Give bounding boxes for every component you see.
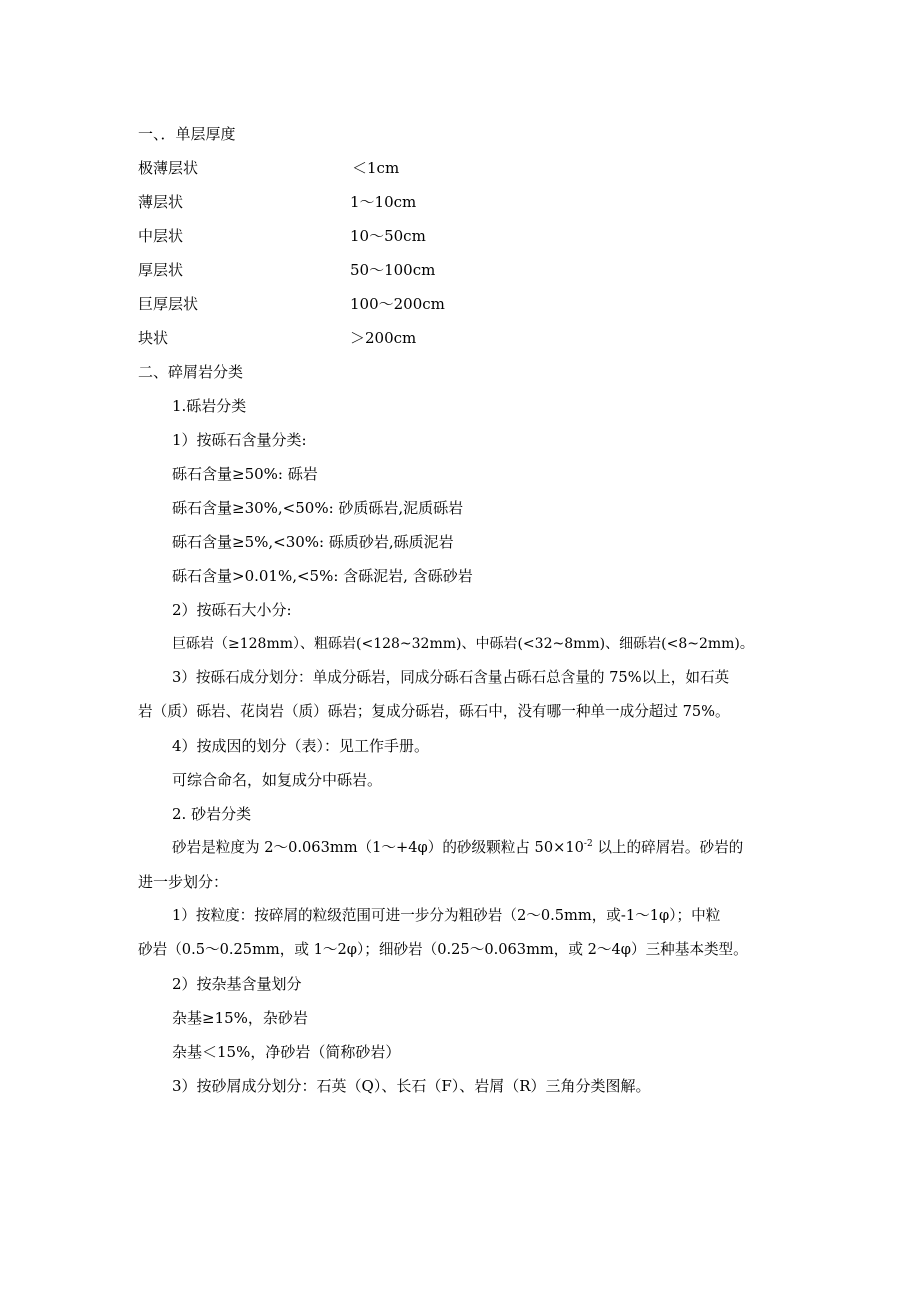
criterion-text: 巨砾岩（≥128mm）、粗砾岩(<128~32mm)、中砾岩(<32~8mm)、细砾岩(<8~2mm)。 — [172, 636, 754, 652]
paragraph-line: 岩（质）砾岩、花岗岩（质）砾岩；复成分砾岩，砾石中，没有哪一种单一成分超过 75%。 — [138, 703, 730, 720]
thickness-value: 50～100cm — [350, 261, 436, 279]
thickness-value: ＜1cm — [352, 159, 400, 177]
criterion-text: 可综合命名，如复成分中砾岩。 — [172, 771, 383, 789]
paragraph-line: 3）按砾石成分划分：单成分砾岩，同成分砾石含量占砾石总含量的 75%以上，如石英 — [172, 669, 730, 686]
subsection-title-sandstone: 2. 砂岩分类 — [172, 805, 252, 823]
paragraph-line: 砂岩（0.5～0.25mm，或 1～2φ）；细砂岩（0.25～0.063mm，或 2～4φ）三种基本类型。 — [138, 941, 748, 958]
thickness-label: 薄层状 — [138, 193, 184, 211]
definition-text: 砂岩是粒度为 2～0.063mm（1～+4φ）的砂级颗粒占 50×10 — [172, 839, 584, 856]
criterion-text: 4）按成因的划分（表）：见工作手册。 — [172, 737, 430, 755]
criterion-item: 杂基＜15%，净砂岩（简称砂岩） — [172, 1043, 401, 1061]
section-heading-clastic: 二、碎屑岩分类 — [138, 363, 244, 381]
thickness-label: 极薄层状 — [138, 159, 199, 177]
definition-text: 以上的碎屑岩。砂岩的 — [592, 839, 744, 856]
criterion-item: 砾石含量≥5%,<30%: 砾质砂岩,砾质泥岩 — [172, 533, 454, 551]
thickness-label: 巨厚层状 — [138, 295, 199, 313]
definition-exponent: -2 — [583, 839, 593, 850]
criterion-title: 2）按杂基含量划分 — [172, 975, 302, 993]
thickness-value: 1～10cm — [350, 193, 417, 211]
criterion-item: 砾石含量≥30%,<50%: 砂质砾岩,泥质砾岩 — [172, 499, 464, 517]
thickness-label: 块状 — [138, 329, 169, 347]
criterion-item: 杂基≥15%，杂砂岩 — [172, 1009, 308, 1027]
thickness-value: 10～50cm — [350, 227, 426, 245]
criterion-item: 砾石含量>0.01%,<5%: 含砾泥岩, 含砾砂岩 — [172, 567, 473, 585]
section-heading-thickness: 一、．单层厚度 — [138, 125, 236, 143]
paragraph-line: 1）按粒度：按碎屑的粒级范围可进一步分为粗砂岩（2～0.5mm，或-1～1φ）；中粒 — [172, 907, 721, 924]
paragraph-line — [172, 838, 743, 858]
criterion-title: 1）按砾石含量分类: — [172, 431, 307, 449]
paragraph-line: 进一步划分： — [138, 873, 229, 891]
criterion-item: 砾石含量≥50%: 砾岩 — [172, 465, 318, 483]
subsection-title-conglomerate: 1.砾岩分类 — [172, 397, 247, 415]
thickness-label: 中层状 — [138, 227, 184, 245]
thickness-label: 厚层状 — [138, 261, 184, 279]
criterion-text: 3）按砂屑成分划分：石英（Q）、长石（F）、岩屑（R）三角分类图解。 — [172, 1077, 651, 1095]
criterion-title: 2）按砾石大小分: — [172, 601, 292, 619]
thickness-value: 100～200cm — [350, 295, 445, 313]
thickness-value: ＞200cm — [350, 329, 417, 347]
